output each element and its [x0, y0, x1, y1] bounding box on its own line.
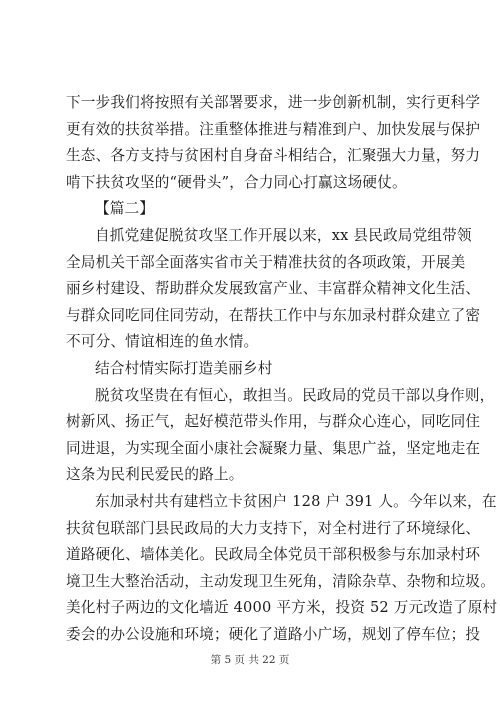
paragraph-line: 同进退，为实现全面小康社会凝聚力量、集思广益，坚定地走在: [66, 439, 481, 457]
paragraph-line: 委会的办公设施和环境；硬化了道路小广场，规划了停车位；投: [66, 625, 481, 643]
paragraph-line: 丽乡村建设、帮助群众发展致富产业、丰富群众精神文化生活、: [66, 280, 481, 298]
paragraph-line: 东加录村共有建档立卡贫困户 128 户 391 人。今年以来，在: [95, 492, 497, 510]
paragraph-line: 树新风、扬正气，起好模范带头作用，与群众心连心，同吃同住: [66, 413, 481, 431]
document-body: [66, 90, 498, 648]
paragraph-line: 这条为民利民爱民的路上。: [66, 466, 244, 484]
paragraph-line: 脱贫攻坚贵在有恒心，敢担当。民政局的党员干部以身作则，: [95, 386, 495, 404]
paragraph-line: 更有效的扶贫举措。注重整体推进与精准到户、加快发展与保护: [66, 120, 481, 138]
paragraph-line: 境卫生大整治活动，主动发现卫生死角，清除杂草、杂物和垃圾。: [66, 572, 496, 590]
subheading: 结合村情实际打造美丽乡村: [95, 359, 273, 377]
paragraph-line: 不可分、情谊相连的鱼水情。: [66, 333, 259, 351]
section-heading: 【篇二】: [95, 200, 155, 218]
paragraph-line: 与群众同吃同住同劳动，在帮扶工作中与东加录村群众建立了密: [66, 306, 481, 324]
paragraph-line: 下一步我们将按照有关部署要求，进一步创新机制，实行更科学: [66, 94, 481, 111]
paragraph-line: 生态、各方支持与贫困村自身奋斗相结合，汇聚强大力量，努力: [66, 147, 481, 165]
paragraph-line: 啃下扶贫攻坚的“硬骨头”，合力同心打赢这场硬仗。: [66, 173, 407, 191]
paragraph-line: 道路硬化、墙体美化。民政局全体党员干部积极参与东加录村环: [66, 546, 481, 564]
paragraph-line: 扶贫包联部门县民政局的大力支持下，对全村进行了环境绿化、: [66, 519, 481, 537]
paragraph-line: 全局机关干部全面落实省市关于精准扶贫的各项政策，开展美: [66, 253, 466, 271]
paragraph-line: 美化村子两边的文化墙近 4000 平方米，投资 52 万元改造了原村: [66, 599, 498, 617]
paragraph-line: 自抓党建促脱贫攻坚工作开展以来，xx 县民政局党组带领: [95, 226, 472, 244]
page-footer: 第 5 页 共 22 页: [210, 654, 290, 666]
